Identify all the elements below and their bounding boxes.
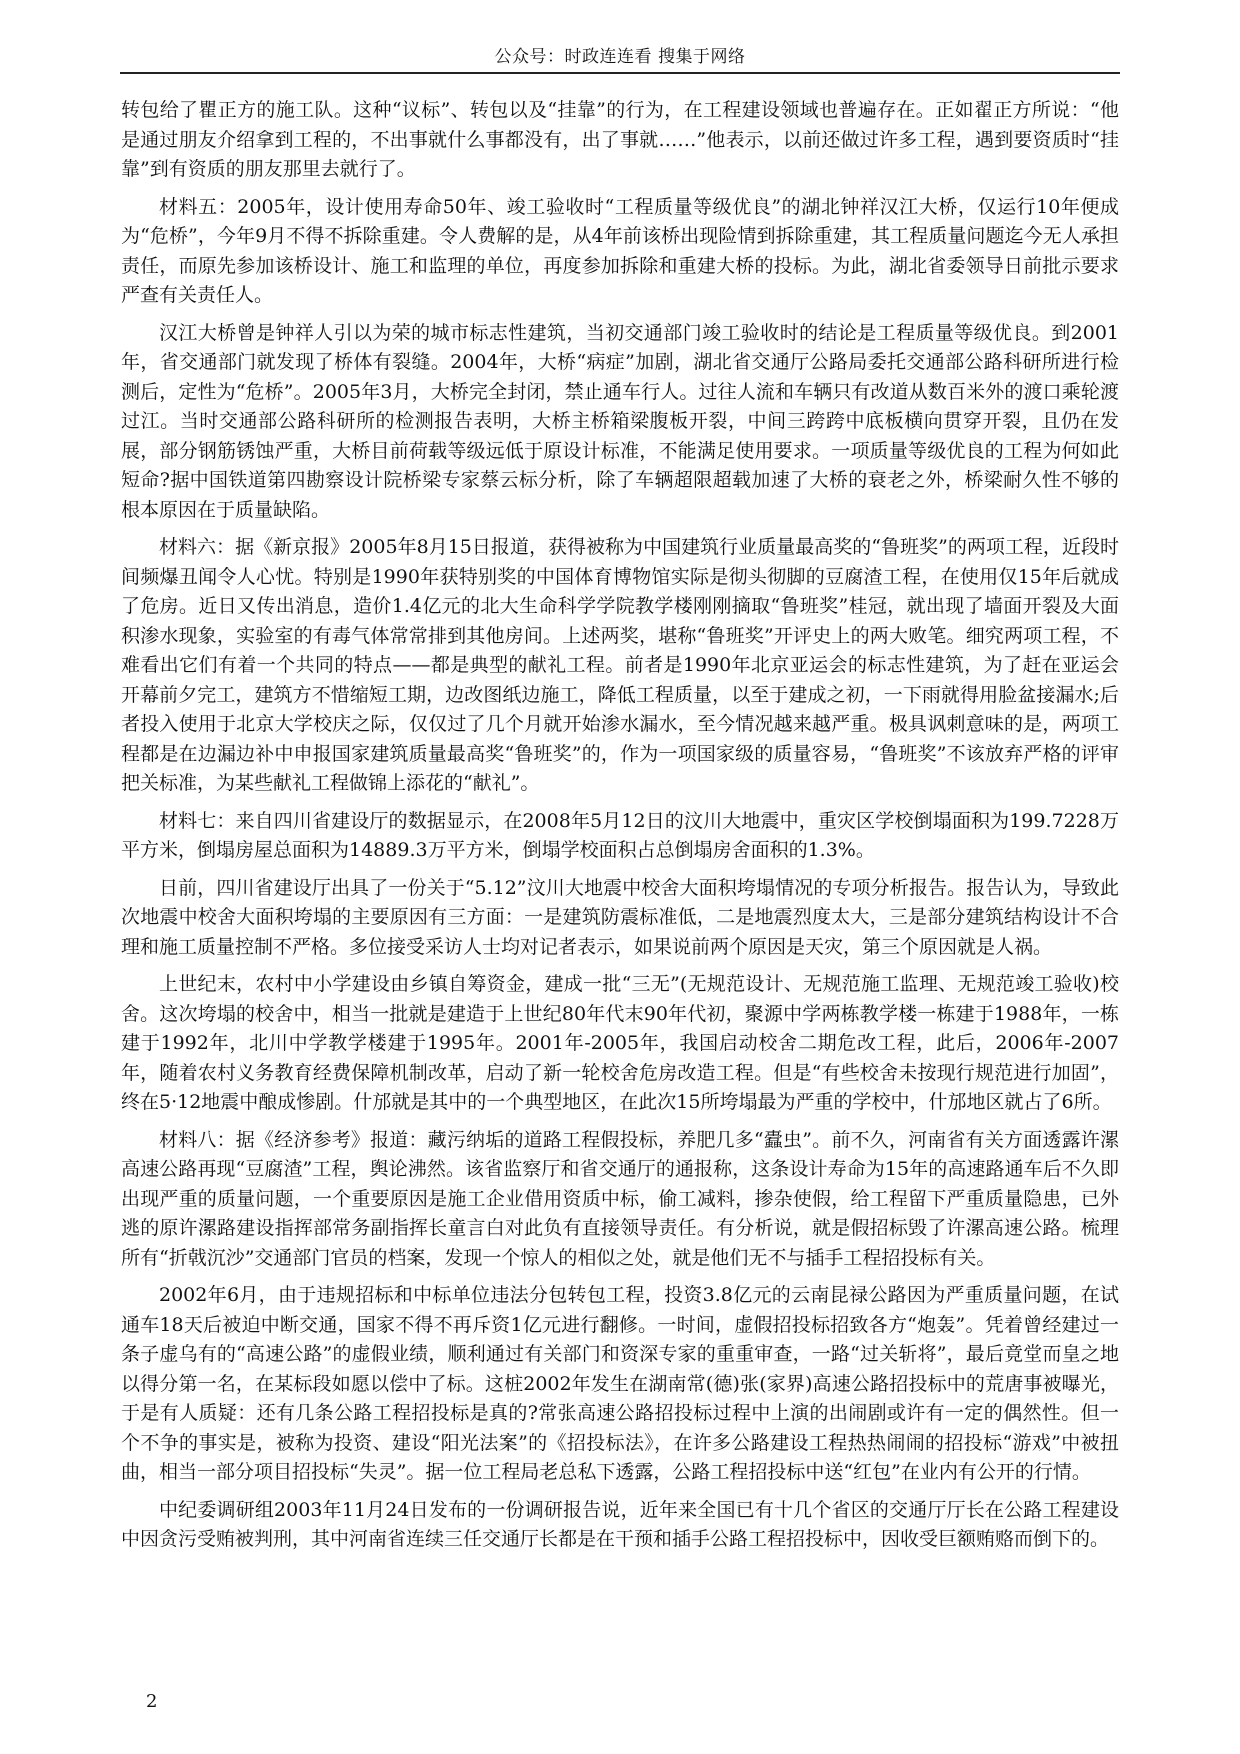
paragraph-material-5: 材料五：2005年，设计使用寿命50年、竣工验收时“工程质量等级优良”的湖北钟祥汉江大桥，仅运行10年便成为“危桥”，今年9月不得不拆除重建。令人费解的是，从4年前该桥出现险情到拆除重建，其工程质量问题迄今无人承担责任，而原先参加该桥设计、施工和监理的单位，再度参加拆除和重建大桥的投标。为此，湖北省委领导日前批示要求严查有关责任人。 xyxy=(121,195,1119,306)
paragraph-ccdi-report: 中纪委调研组2003年11月24日发布的一份调研报告说，近年来全国已有十几个省区的交通厅厅长在公路工程建设中因贪污受贿被判刑，其中河南省连续三任交通厅长都是在干预和插手公路工程招投标中，因收受巨额贿赂而倒下的。 xyxy=(121,1498,1119,1550)
paragraph-continuation: 转包给了瞿正方的施工队。这种“议标”、转包以及“挂靠”的行为，在工程建设领域也普遍存在。正如翟正方所说：“他是通过朋友介绍拿到工程的，不出事就什么事都没有，出了事就……”他表示，以前还做过许多工程，遇到要资质时“挂靠”到有资质的朋友那里去就行了。 xyxy=(121,99,1119,180)
paragraph-material-6: 材料六：据《新京报》2005年8月15日报道，获得被称为中国建筑行业质量最高奖的“鲁班奖”的两项工程，近段时间频爆丑闻令人心忧。特别是1990年获特别奖的中国体育博物馆实际是彻头彻脚的豆腐渣工程，在使用仅15年后就成了危房。近日又传出消息，造价1.4亿元的北大生命科学学院教学楼刚刚摘取“鲁班奖”桂冠，就出现了墙面开裂及大面积渗水现象，实验室的有毒气体常常排到其他房间。上述两奖，堪称“鲁班奖”开评史上的两大败笔。细究两项工程，不难看出它们有着一个共同的特点——都是典型的献礼工程。前者是1990年北京亚运会的标志性建筑，为了赶在亚运会开幕前夕完工，建筑方不惜缩短工期，边改图纸边施工，降低工程质量，以至于建成之初，一下雨就得用脸盆接漏水;后者投入使用于北京大学校庆之际，仅仅过了几个月就开始渗水漏水，至今情况越来越严重。极具讽刺意味的是，两项工程都是在边漏边补中申报国家建筑质量最高奖“鲁班奖”的，作为一项国家级的质量容易，“鲁班奖”不该放弃严格的评审把关标准，为某些献礼工程做锦上添花的“献礼”。 xyxy=(121,536,1119,794)
document-body xyxy=(121,96,1119,1563)
page-header: 公众号：时政连连看 搜集于网络 xyxy=(120,42,1120,74)
page-number: 2 xyxy=(146,1691,158,1712)
paragraph-material-7: 材料七：来自四川省建设厅的数据显示，在2008年5月12日的汶川大地震中，重灾区学校倒塌面积为199.7228万平方米，倒塌房屋总面积为14889.3万平方米，倒塌学校面积占总倒塌房舍面积的1.3%。 xyxy=(121,809,1119,861)
paragraph-hanjiang-bridge: 汉江大桥曾是钟祥人引以为荣的城市标志性建筑，当初交通部门竣工验收时的结论是工程质量等级优良。到2001年，省交通部门就发现了桥体有裂缝。2004年，大桥“病症”加剧，湖北省交通厅公路局委托交通部公路科研所进行检测后，定性为“危桥”。2005年3月，大桥完全封闭，禁止通车行人。过往人流和车辆只有改道从数百米外的渡口乘轮渡过江。当时交通部公路科研所的检测报告表明，大桥主桥箱梁腹板开裂，中间三跨跨中底板横向贯穿开裂，且仍在发展，部分钢筋锈蚀严重，大桥目前荷载等级远低于原设计标准，不能满足使用要求。一项质量等级优良的工程为何如此短命?据中国铁道第四勘察设计院桥梁专家蔡云标分析，除了车辆超限超载加速了大桥的衰老之外，桥梁耐久性不够的根本原因在于质量缺陷。 xyxy=(121,321,1119,521)
paragraph-sichuan-report: 日前，四川省建设厅出具了一份关于“5.12”汶川大地震中校舍大面积垮塌情况的专项分析报告。报告认为，导致此次地震中校舍大面积垮塌的主要原因有三方面：一是建筑防震标准低，二是地震烈度太大，三是部分建筑结构设计不合理和施工质量控制不严格。多位接受采访人士均对记者表示，如果说前两个原因是天灾，第三个原因就是人祸。 xyxy=(121,876,1119,958)
paragraph-school-buildings: 上世纪末，农村中小学建设由乡镇自筹资金，建成一批“三无”(无规范设计、无规范施工监理、无规范竣工验收)校舍。这次垮塌的校舍中，相当一批就是建造于上世纪80年代末90年代初，聚源中学两栋教学楼一栋建于1988年，一栋建于1992年，北川中学教学楼建于1995年。2001年-2005年，我国启动校舍二期危改工程，此后，2006年-2007年，随着农村义务教育经费保障机制改革，启动了新一轮校舍危房改造工程。但是“有些校舍未按现行规范进行加固”，终在5·12地震中酿成惨剧。什邡就是其中的一个典型地区，在此次15所垮塌最为严重的学校中，什邡地区就占了6所。 xyxy=(121,973,1119,1113)
paragraph-material-8: 材料八：据《经济参考》报道：藏污纳垢的道路工程假投标，养肥几多“蠹虫”。前不久，河南省有关方面透露许漯高速公路再现“豆腐渣”工程，舆论沸然。该省监察厅和省交通厅的通报称，这条设计寿命为15年的高速路通车后不久即出现严重的质量问题，一个重要原因是施工企业借用资质中标，偷工减料，掺杂使假，给工程留下严重质量隐患，已外逃的原许漯路建设指挥部常务副指挥长童言白对此负有直接领导责任。有分析说，就是假招标毁了许漯高速公路。梳理所有“折戟沉沙”交通部门官员的档案，发现一个惊人的相似之处，就是他们无不与插手工程招投标有关。 xyxy=(121,1128,1119,1269)
paragraph-yunnan-highway: 2002年6月，由于违规招标和中标单位违法分包转包工程，投资3.8亿元的云南昆禄公路因为严重质量问题，在试通车18天后被迫中断交通，国家不得不再斥资1亿元进行翻修。一时间，虚假招投标招致各方“炮轰”。凭着曾经建过一条子虚乌有的“高速公路”的虚假业绩，顺利通过有关部门和资深专家的重重审查，一路“过关斩将”，最后竟堂而皇之地以得分第一名，在某标段如愿以偿中了标。这桩2002年发生在湖南常(德)张(家界)高速公路招投标中的荒唐事被曝光，于是有人质疑：还有几条公路工程招投标是真的?常张高速公路招投标过程中上演的出闹剧或许有一定的偶然性。但一个不争的事实是，被称为投资、建设“阳光法案”的《招投标法》，在许多公路建设工程热热闹闹的招投标“游戏”中被扭曲，相当一部分项目招投标“失灵”。据一位工程局老总私下透露，公路工程招投标中送“红包”在业内有公开的行情。 xyxy=(121,1284,1119,1483)
